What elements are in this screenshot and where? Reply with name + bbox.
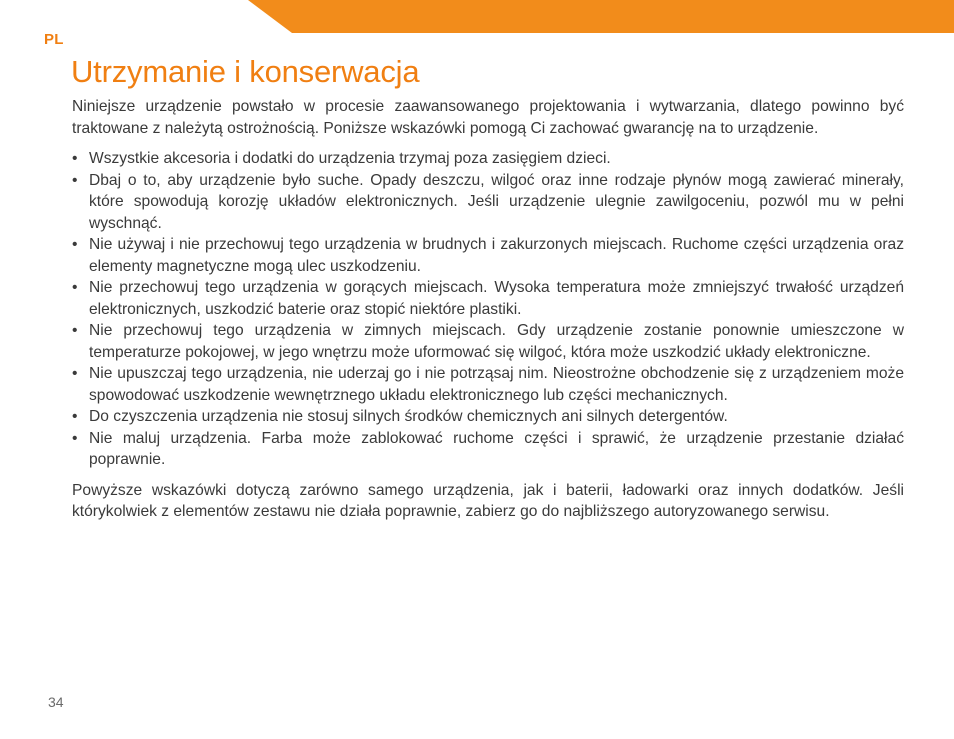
document-body bbox=[72, 96, 904, 523]
bullet-icon: • bbox=[72, 408, 78, 425]
list-item-text: Dbaj o to, aby urządzenie było suche. Opady deszczu, wilgoć oraz inne rodzaje płynów mogą zawierać minerały, które spowodują korozję układów elektronicznych. Jeśli urządzenie ulegnie zawilgoceniu, pozwól mu w pełni wyschnąć. bbox=[89, 171, 904, 232]
intro-paragraph: Niniejsze urządzenie powstało w procesie zaawansowanego projektowania i wytwarzania, dlatego powinno być traktowane z należytą ostrożnością. Poniższe wskazówki pomogą Ci zachować gwarancję na to urządzenie. bbox=[72, 98, 904, 137]
list-item-text: Nie maluj urządzenia. Farba może zablokować ruchome części i sprawić, że urządzenie przestanie działać poprawnie. bbox=[89, 429, 904, 468]
bullet-icon: • bbox=[72, 322, 78, 339]
list-item-text: Do czyszczenia urządzenia nie stosuj silnych środków chemicznych ani silnych detergentów. bbox=[89, 408, 728, 425]
maintenance-tips-list bbox=[72, 148, 904, 471]
list-item bbox=[72, 363, 904, 406]
list-item bbox=[72, 148, 904, 170]
outro-paragraph: Powyższe wskazówki dotyczą zarówno samego urządzenia, jak i baterii, ładowarki oraz innych dodatków. Jeśli którykolwiek z elementów zestawu nie działa poprawnie, zabierz go do najbliższego autoryzowanego serwisu. bbox=[72, 481, 904, 520]
list-item-text: Nie upuszczaj tego urządzenia, nie uderzaj go i nie potrząsaj nim. Nieostrożne obchodzenie się z urządzeniem może spowodować uszkodzenie wewnętrznego układu elektronicznego lub części mechanicznych. bbox=[89, 365, 904, 404]
header-accent-bar bbox=[248, 0, 954, 33]
bullet-icon: • bbox=[72, 429, 78, 447]
list-item bbox=[72, 170, 904, 235]
list-item-text: Wszystkie akcesoria i dodatki do urządzenia trzymaj poza zasięgiem dzieci. bbox=[89, 150, 611, 167]
list-item bbox=[72, 320, 904, 363]
bullet-icon: • bbox=[72, 236, 78, 253]
list-item-text: Nie przechowuj tego urządzenia w gorących miejscach. Wysoka temperatura może zmniejszyć trwałość urządzeń elektronicznych, uszkodzić baterie oraz stopić niektóre plastiki. bbox=[89, 279, 904, 318]
list-item bbox=[72, 234, 904, 277]
list-item bbox=[72, 277, 904, 320]
language-label: PL bbox=[44, 31, 64, 48]
bullet-icon: • bbox=[72, 365, 78, 382]
bullet-icon: • bbox=[72, 279, 78, 296]
bullet-icon: • bbox=[72, 150, 78, 167]
list-item-text: Nie używaj i nie przechowuj tego urządzenia w brudnych i zakurzonych miejscach. Ruchome części urządzenia oraz elementy magnetyczne mogą ulec uszkodzeniu. bbox=[89, 236, 904, 275]
list-item-text: Nie przechowuj tego urządzenia w zimnych miejscach. Gdy urządzenie zostanie ponownie umieszczone w temperaturze pokojowej, w jego wnętrzu może uformować się wilgoć, która może uszkodzić układy elektroniczne. bbox=[89, 322, 904, 361]
page-number: 34 bbox=[48, 694, 64, 710]
list-item bbox=[72, 428, 904, 471]
bullet-icon: • bbox=[72, 171, 78, 189]
page-title: Utrzymanie i konserwacja bbox=[71, 54, 420, 89]
list-item bbox=[72, 406, 904, 428]
